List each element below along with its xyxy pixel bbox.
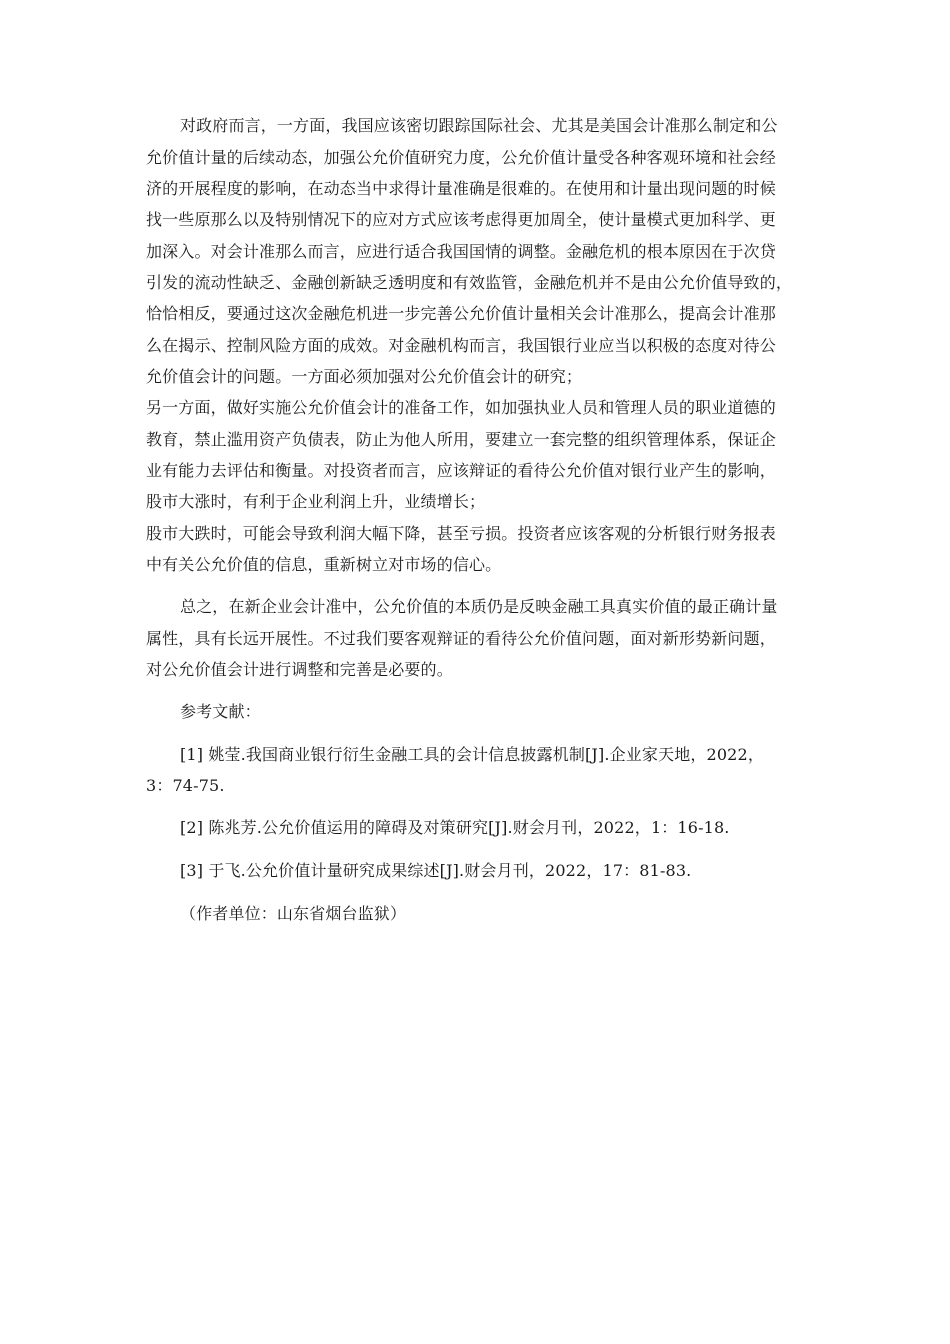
paragraph-3-line: 股市大跌时，可能会导致利润大幅下降，甚至亏损。投资者应该客观的分析银行财务报表 (146, 524, 776, 543)
paragraph-4-line: 总之，在新企业会计准中，公允价值的本质仍是反映金融工具真实价值的最正确计量 (180, 597, 778, 616)
paragraph-4-line: 对公允价值会计进行调整和完善是必要的。 (146, 660, 453, 679)
paragraph-1-line: 对政府而言，一方面，我国应该密切跟踪国际社会、尤其是美国会计准那么制定和公 (180, 116, 778, 135)
paragraph-3-line: 中有关公允价值的信息，重新树立对市场的信心。 (146, 555, 502, 574)
paragraph-4-line: 属性，具有长远开展性。不过我们要客观辩证的看待公允价值问题，面对新形势新问题， (146, 629, 776, 648)
paragraph-1-line: 允价值会计的问题。一方面必须加强对公允价值会计的研究； (146, 367, 583, 386)
reference-item-3: [3] 于飞.公允价值计量研究成果综述[J].财会月刊，2022，17：81-83. (180, 861, 692, 880)
paragraph-1-line: 加深入。对会计准那么而言，应进行适合我国国情的调整。金融危机的根本原因在于次贷 (146, 242, 776, 261)
paragraph-1-line: 找一些原那么以及特别情况下的应对方式应该考虑得更加周全，使计量模式更加科学、更 (146, 210, 776, 229)
paragraph-1-line: 允价值计量的后续动态，加强公允价值研究力度，公允价值计量受各种客观环境和社会经 (146, 148, 776, 167)
author-unit: （作者单位：山东省烟台监狱） (180, 904, 407, 923)
paragraph-2-line: 业有能力去评估和衡量。对投资者而言，应该辩证的看待公允价值对银行业产生的影响， (146, 461, 776, 480)
paragraph-2-line: 股市大涨时，有利于企业利润上升，业绩增长； (146, 492, 486, 511)
paragraph-2-line: 教育，禁止滥用资产负债表，防止为他人所用，要建立一套完整的组织管理体系，保证企 (146, 430, 776, 449)
reference-item-1-continued: 3：74-75. (146, 776, 225, 795)
references-heading: 参考文献： (180, 702, 261, 721)
paragraph-2-line: 另一方面，做好实施公允价值会计的准备工作，如加强执业人员和管理人员的职业道德的 (146, 398, 776, 417)
reference-item-2: [2] 陈兆芳.公允价值运用的障碍及对策研究[J].财会月刊，2022，1：16-18. (180, 818, 730, 837)
paragraph-1-line: 济的开展程度的影响，在动态当中求得计量准确是很难的。在使用和计量出现问题的时候 (146, 179, 776, 198)
reference-item-1: [1] 姚莹.我国商业银行衍生金融工具的会计信息披露机制[J].企业家天地，2022， (180, 745, 764, 764)
paragraph-1-line: 引发的流动性缺乏、金融创新缺乏透明度和有效监管，金融危机并不是由公允价值导致的， (146, 273, 793, 292)
paragraph-1-line: 恰恰相反，要通过这次金融危机进一步完善公允价值计量相关会计准那么，提高会计准那 (146, 304, 776, 323)
paragraph-1-line: 么在揭示、控制风险方面的成效。对金融机构而言，我国银行业应当以积极的态度对待公 (146, 336, 776, 355)
